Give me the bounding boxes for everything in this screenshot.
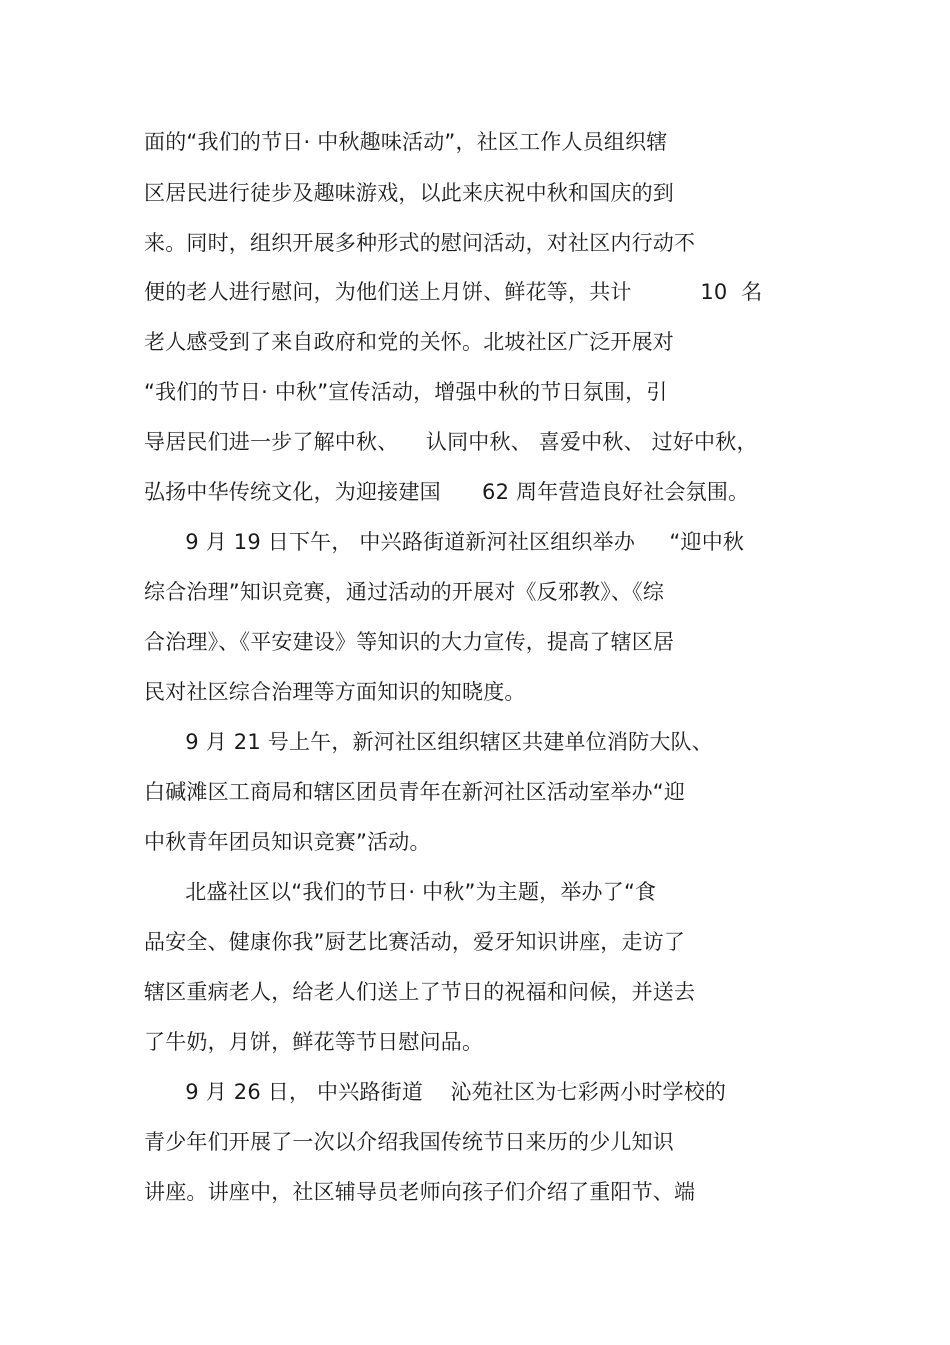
text-line: 区居民进行徒步及趣味游戏，以此来庆祝中秋和国庆的到 [144,181,674,205]
text-line: 北盛社区以“我们的节日· 中秋”为主题，举办了“食 [144,880,657,904]
text-line: 品安全、健康你我”厨艺比赛活动，爱牙知识讲座，走访了 [144,930,686,954]
text-line: 合治理》、《平安建设》等知识的大力宣传，提高了辖区居 [144,630,675,654]
text-line: 老人感受到了来自政府和党的关怀。北坡社区广泛开展对 [144,330,674,354]
text-line: 民对社区综合治理等方面知识的知晓度。 [144,680,526,704]
text-line: 中秋青年团员知识竞赛”活动。 [144,830,431,854]
text-line: 青少年们开展了一次以介绍我国传统节日来历的少儿知识 [144,1130,674,1154]
text-line: 9 月 21 号上午，新河社区组织辖区共建单位消防大队、 [144,730,713,754]
text-line: 便的老人进行慰问，为他们送上月饼、鲜花等，共计 10 名 [144,280,763,304]
text-line: 9 月 26 日， 中兴路街道 沁苑社区为七彩两小时学校的 [144,1080,727,1104]
text-line: 弘扬中华传统文化，为迎接建国 62 周年营造良好社会氛围。 [144,480,750,504]
text-line: “我们的节日· 中秋”宣传活动，增强中秋的节日氛围，引 [144,380,668,404]
text-line: 了牛奶，月饼，鲜花等节日慰问品。 [144,1030,484,1054]
text-line: 面的“我们的节日· 中秋趣味活动”，社区工作人员组织辖 [144,130,668,154]
text-line: 白碱滩区工商局和辖区团员青年在新河社区活动室举办“迎 [144,780,686,804]
text-line: 综合治理”知识竞赛，通过活动的开展对《反邪教》、《综 [144,580,665,604]
text-line: 来。同时，组织开展多种形式的慰问活动，对社区内行动不 [144,231,696,255]
text-line: 讲座。讲座中，社区辅导员老师向孩子们介绍了重阳节、端 [144,1180,696,1204]
text-line: 辖区重病老人，给老人们送上了节日的祝福和问候，并送去 [144,980,696,1004]
text-line: 导居民们进一步了解中秋、 认同中秋、 喜爱中秋、 过好中秋， [144,430,758,454]
text-line: 9 月 19 日下午， 中兴路街道新河社区组织举办 “迎中秋 [144,530,745,554]
